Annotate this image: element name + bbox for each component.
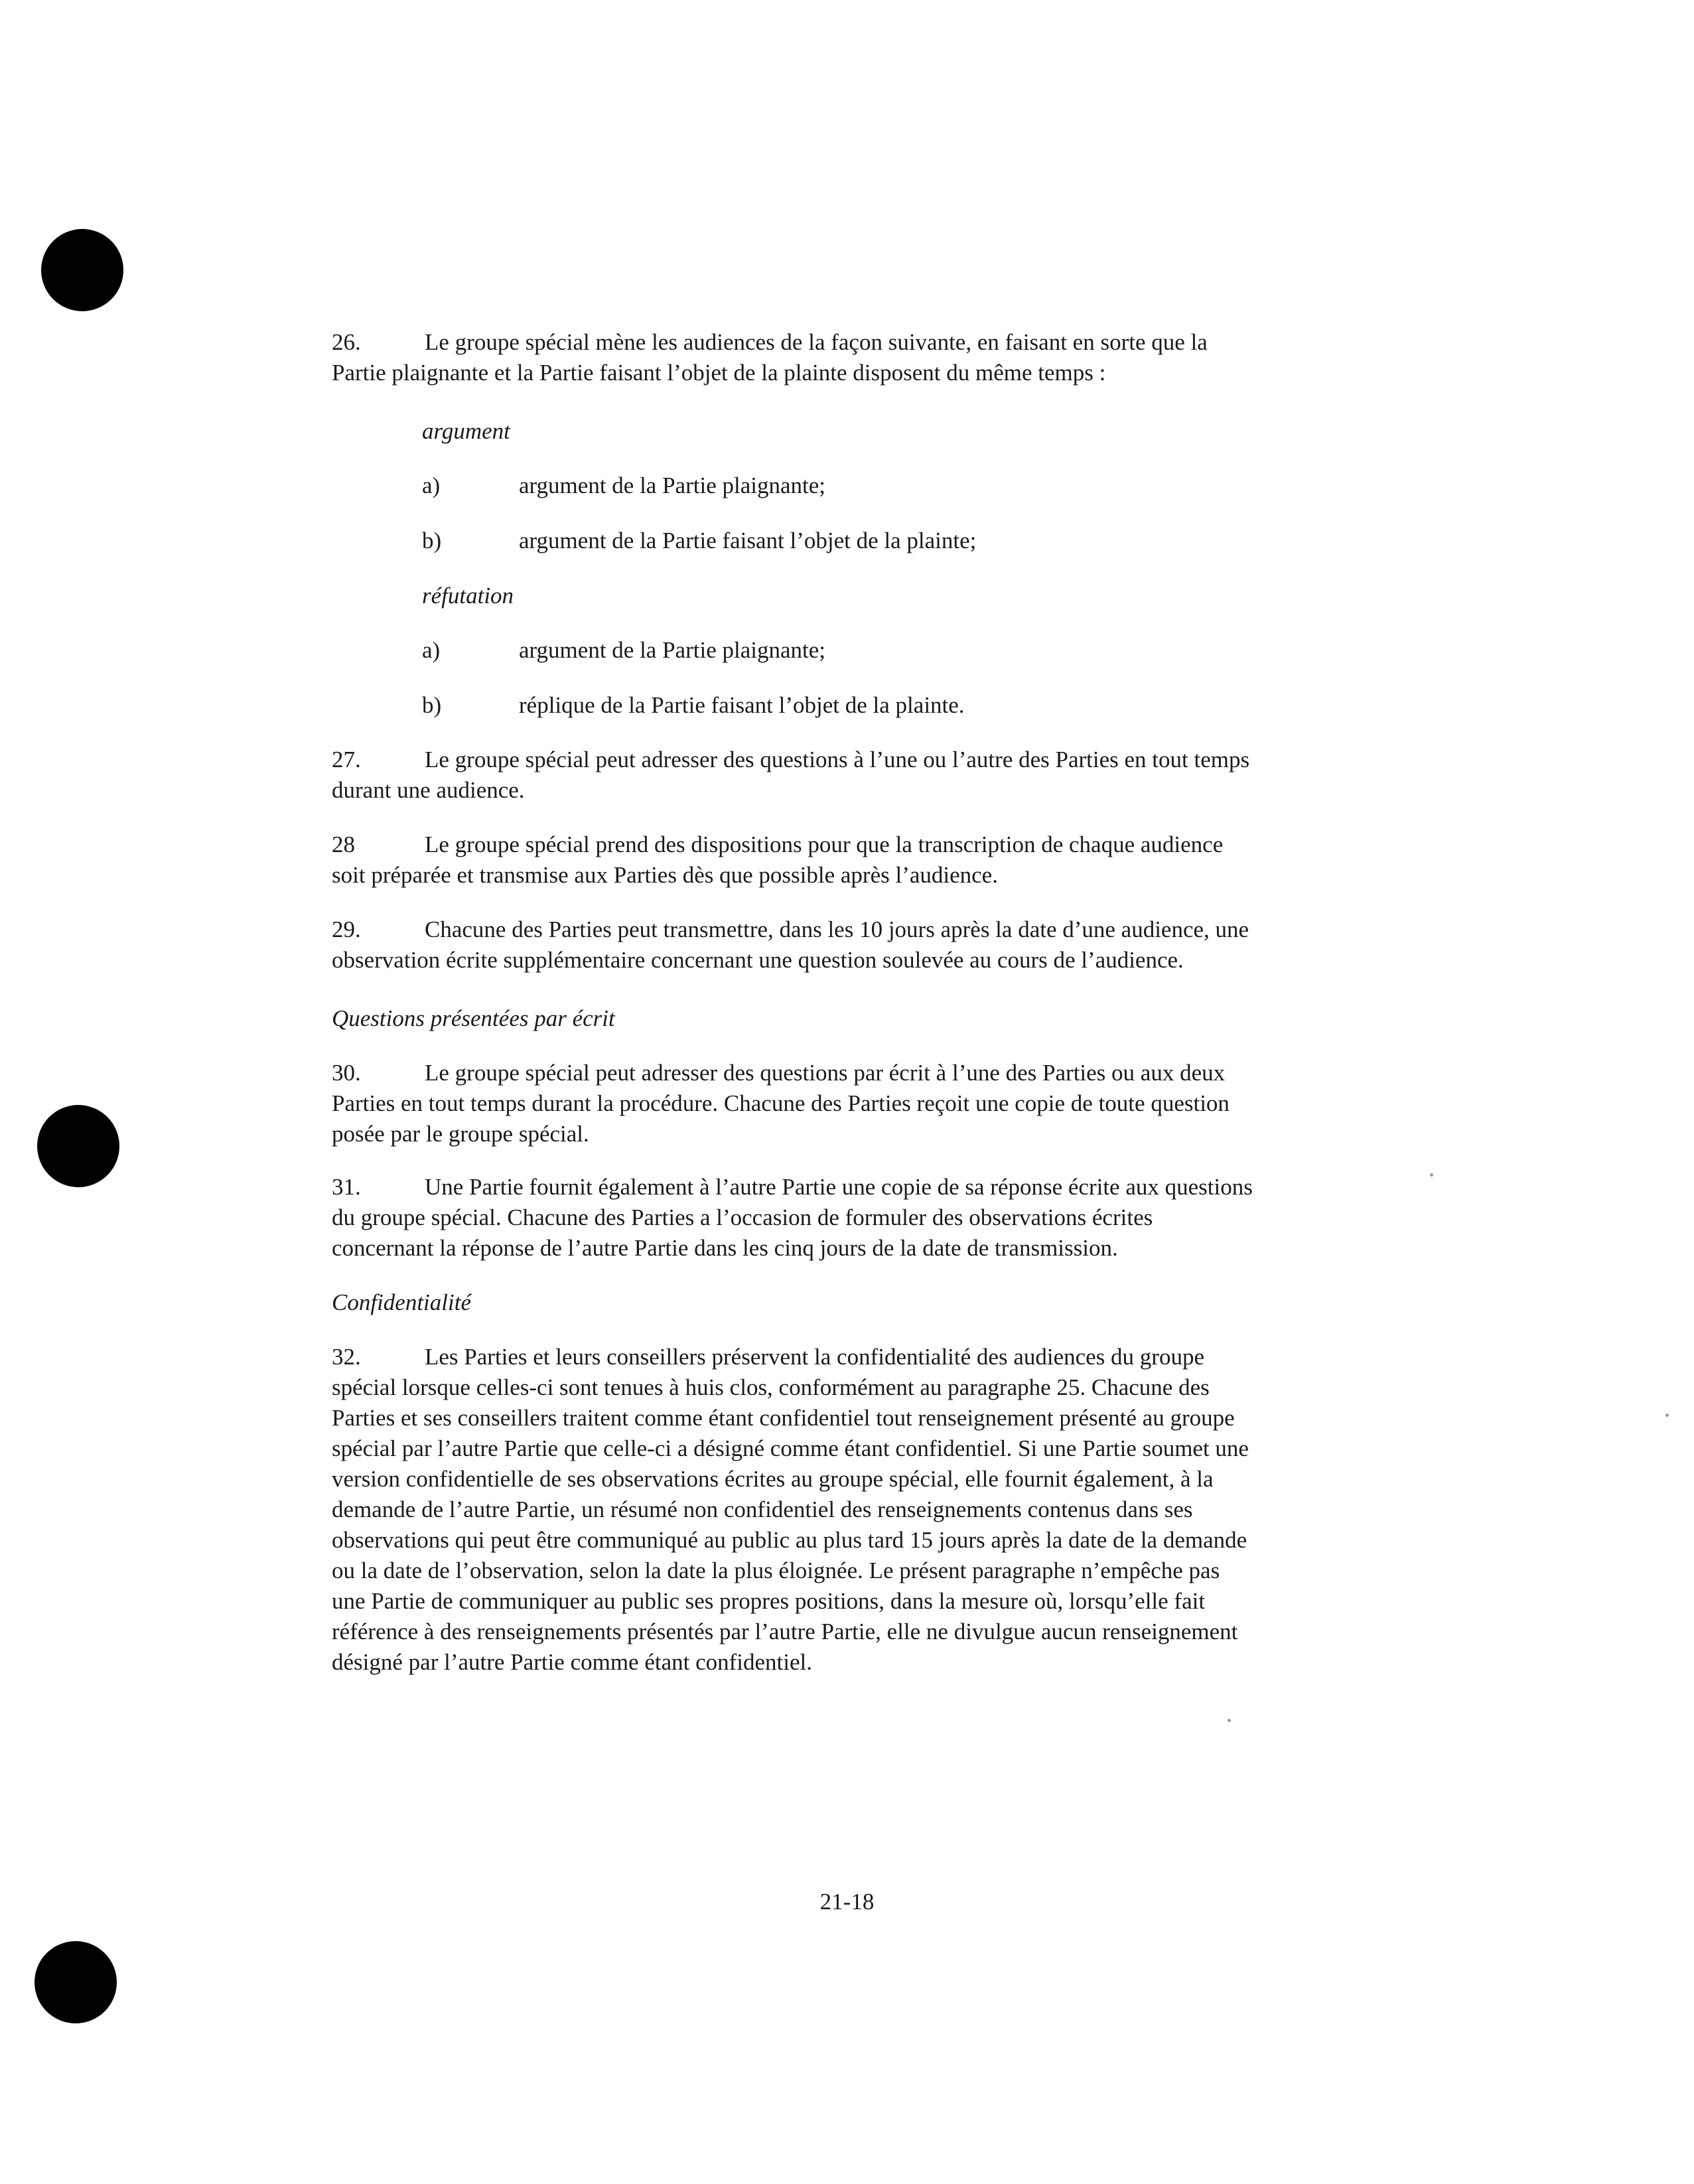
- paragraph-text: demande de l’autre Partie, un résumé non confidentiel des renseignements contenus dans ses: [332, 1496, 1193, 1522]
- paragraph-number: 26.: [332, 329, 361, 355]
- list-item-text: réplique de la Partie faisant l’objet de la plainte.: [519, 692, 965, 718]
- list-item-text: argument de la Partie faisant l’objet de la plainte;: [519, 528, 977, 553]
- subheading-argument: argument: [422, 418, 510, 444]
- paragraph-text: soit préparée et transmise aux Parties dès que possible après l’audience.: [332, 862, 998, 888]
- paragraph-text: durant une audience.: [332, 777, 525, 803]
- paragraph-text: observation écrite supplémentaire concernant une question soulevée au cours de l’audience.: [332, 947, 1184, 973]
- paragraph-number: 32.: [332, 1344, 361, 1370]
- list-item-letter: b): [422, 692, 442, 718]
- paragraph-text: version confidentielle de ses observations écrites au groupe spécial, elle fournit également, à la: [332, 1466, 1214, 1492]
- list-item-letter: a): [422, 473, 441, 498]
- paragraph-text: Parties et ses conseillers traitent comme étant confidentiel tout renseignement présenté au groupe: [332, 1405, 1235, 1431]
- paragraph-text: Les Parties et leurs conseillers préservent la confidentialité des audiences du groupe: [425, 1344, 1204, 1370]
- paragraph-30: [332, 1058, 1367, 1149]
- list-item-letter: b): [422, 528, 442, 553]
- paragraph-text: Le groupe spécial mène les audiences de la façon suivante, en faisant en sorte que la: [425, 329, 1208, 355]
- paragraph-text: Chacune des Parties peut transmettre, dans les 10 jours après la date d’une audience, une: [425, 916, 1249, 942]
- paragraph-number: 29.: [332, 916, 361, 942]
- list-item: [422, 526, 976, 556]
- paragraph-text: posée par le groupe spécial.: [332, 1121, 589, 1147]
- paragraph-text: concernant la réponse de l’autre Partie dans les cinq jours de la date de transmission.: [332, 1235, 1118, 1261]
- list-item: [422, 471, 825, 501]
- paragraph-number: 31.: [332, 1174, 361, 1200]
- punch-hole-middle: [37, 1105, 119, 1187]
- punch-hole-bottom: [35, 1941, 117, 2023]
- paragraph-text: Le groupe spécial peut adresser des questions à l’une ou l’autre des Parties en tout temps: [425, 747, 1250, 772]
- section-heading-confidentialite: Confidentialité: [332, 1289, 471, 1315]
- paragraph-28: [332, 830, 1367, 891]
- paragraph-text: spécial par l’autre Partie que celle-ci a désigné comme étant confidentiel. Si une Partie soumet une: [332, 1435, 1249, 1461]
- paragraph-number: 27.: [332, 747, 361, 772]
- list-item-letter: a): [422, 637, 441, 663]
- paragraph-text: spécial lorsque celles-ci sont tenues à huis clos, conformément au paragraphe 25. Chacune des: [332, 1374, 1210, 1400]
- paragraph-text: Le groupe spécial peut adresser des questions par écrit à l’une des Parties ou aux deux: [425, 1060, 1226, 1086]
- paragraph-number: 28: [332, 832, 355, 857]
- scan-speck: [1665, 1414, 1669, 1417]
- paragraph-text: référence à des renseignements présentés par l’autre Partie, elle ne divulgue aucun renseignement: [332, 1619, 1238, 1644]
- paragraph-number: 30.: [332, 1060, 361, 1086]
- list-item-text: argument de la Partie plaignante;: [519, 637, 825, 663]
- list-item: [422, 635, 825, 666]
- section-heading-questions: Questions présentées par écrit: [332, 1005, 615, 1031]
- scan-speck: [1430, 1173, 1433, 1177]
- scan-speck: [1228, 1719, 1231, 1722]
- list-item-text: argument de la Partie plaignante;: [519, 473, 825, 498]
- paragraph-27: [332, 745, 1367, 806]
- paragraph-text: Parties en tout temps durant la procédure. Chacune des Parties reçoit une copie de toute question: [332, 1090, 1230, 1116]
- paragraph-text: Une Partie fournit également à l’autre Partie une copie de sa réponse écrite aux questions: [425, 1174, 1253, 1200]
- paragraph-text: Le groupe spécial prend des dispositions pour que la transcription de chaque audience: [425, 832, 1224, 857]
- paragraph-text: Partie plaignante et la Partie faisant l’objet de la plainte disposent du même temps :: [332, 360, 1106, 386]
- paragraph-text: observations qui peut être communiqué au public au plus tard 15 jours après la date de la demande: [332, 1527, 1247, 1553]
- paragraph-text: ou la date de l’observation, selon la date la plus éloignée. Le présent paragraphe n’empêche pas: [332, 1558, 1220, 1583]
- paragraph-31: [332, 1172, 1367, 1264]
- paragraph-text: désigné par l’autre Partie comme étant confidentiel.: [332, 1649, 813, 1675]
- paragraph-text: du groupe spécial. Chacune des Parties a l’occasion de formuler des observations écrites: [332, 1204, 1153, 1230]
- paragraph-32: [332, 1342, 1367, 1678]
- paragraph-29: [332, 914, 1367, 976]
- list-item: [422, 690, 965, 721]
- page-number: 21-18: [819, 1889, 875, 1915]
- subheading-refutation: réfutation: [422, 583, 514, 609]
- paragraph-26: [332, 327, 1367, 388]
- paragraph-text: une Partie de communiquer au public ses propres positions, dans la mesure où, lorsqu’elle fait: [332, 1588, 1206, 1614]
- punch-hole-top: [41, 229, 123, 311]
